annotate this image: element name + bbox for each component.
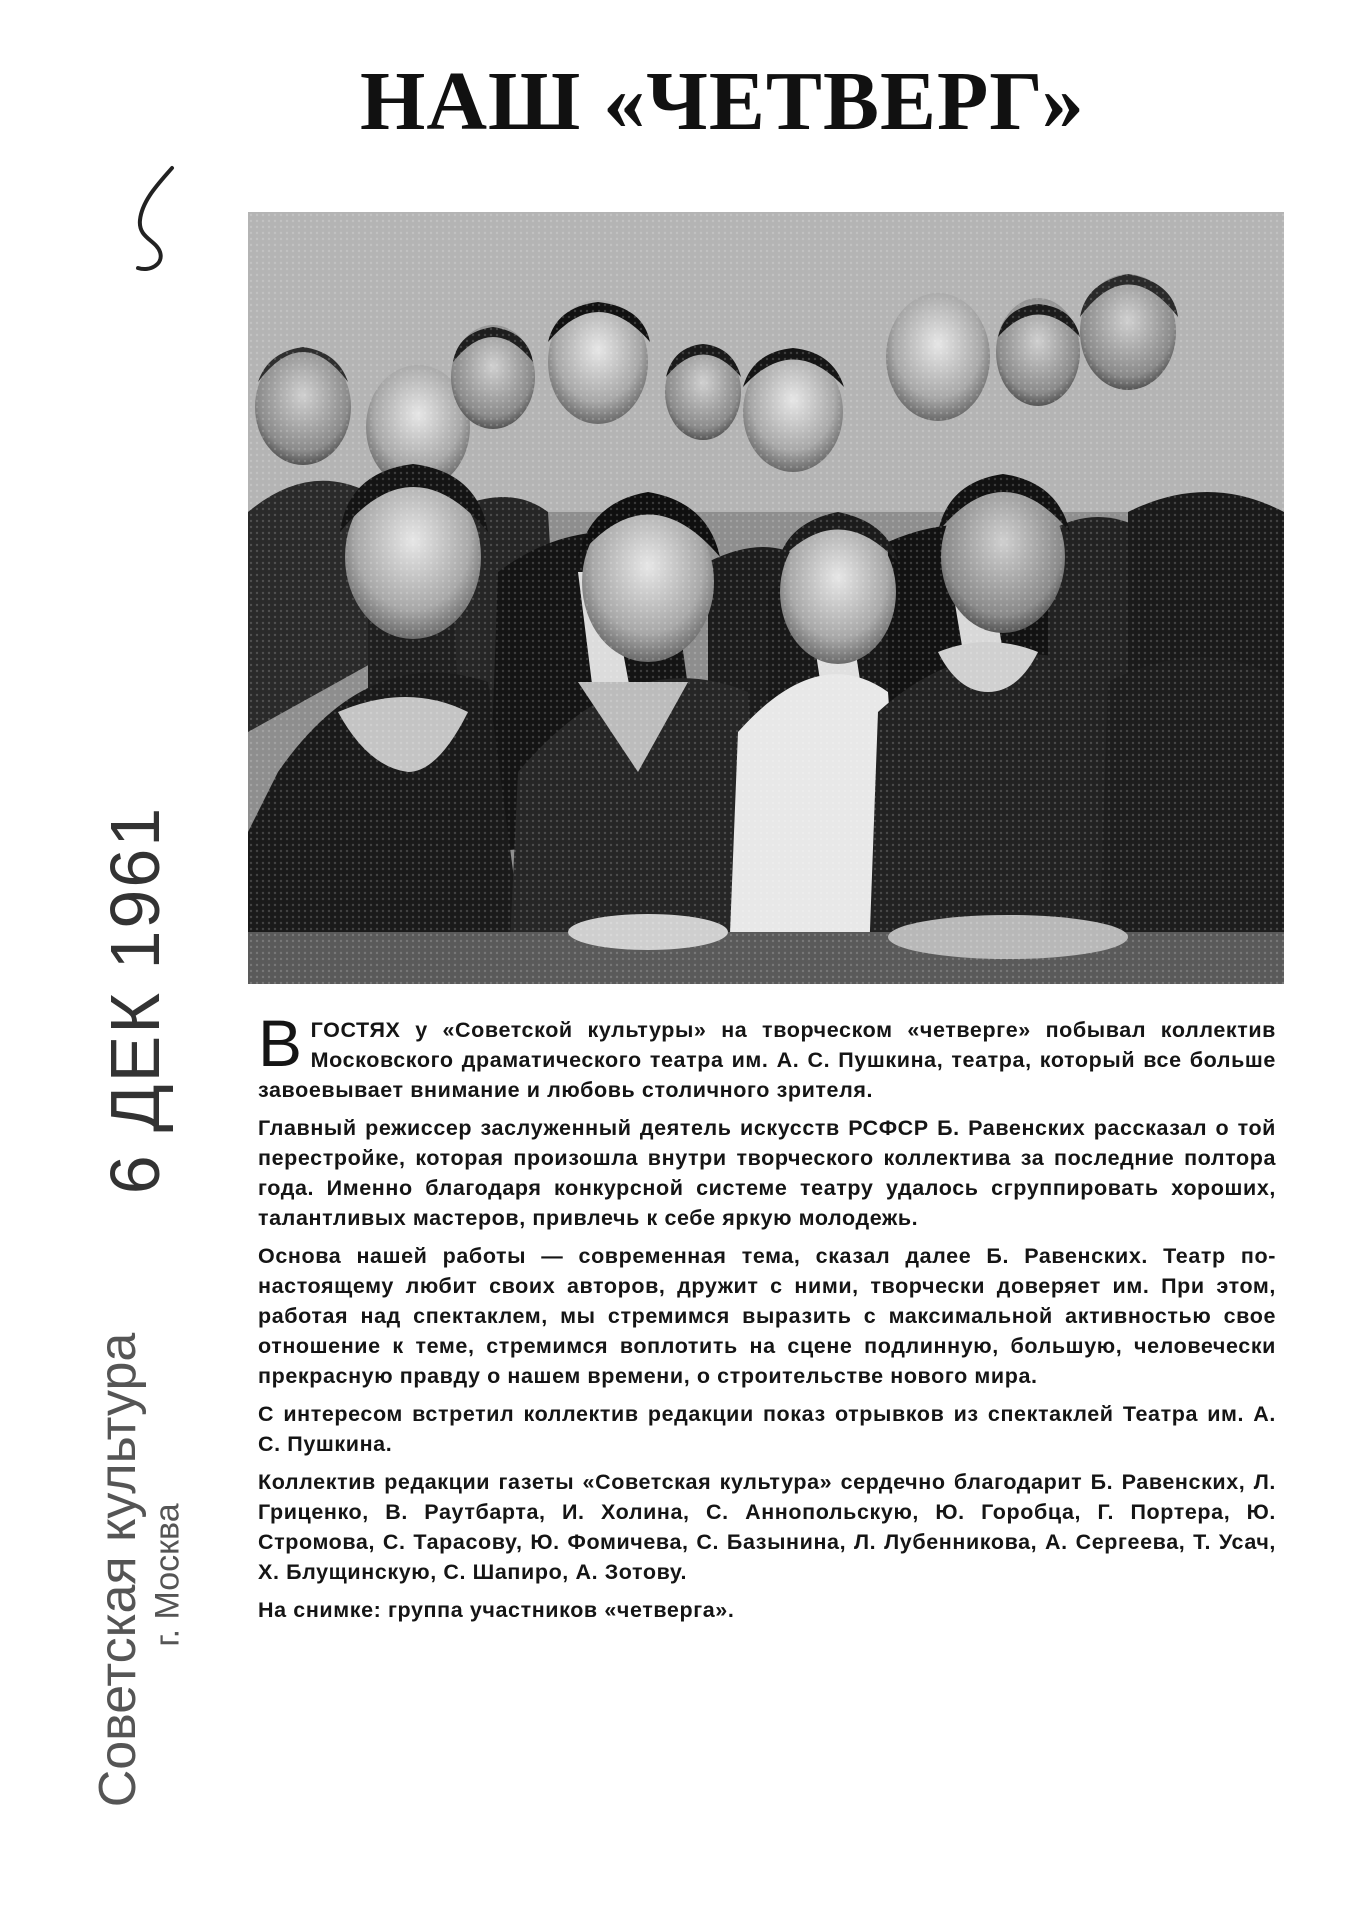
drop-cap: В <box>258 1006 303 1080</box>
paragraph-show: С интересом встретил коллектив редакции показ отрывков из спектаклей Театра им. А. С. Пушкина. <box>258 1402 1276 1456</box>
group-photo <box>248 212 1284 984</box>
lead-text: ГОСТЯХ у «Советской культуры» на творческом «четверге» побывал коллектив Московского драматического театра им. А. С. Пушкина, театра, который все больше завоевывает внимание и любовь столичного зрителя. <box>258 1018 1276 1102</box>
article-body <box>258 1006 1276 1633</box>
photo-caption: На снимке: группа участников «четверга». <box>258 1598 735 1622</box>
stamp-date: 6 ДЕК 1961 <box>96 805 174 1195</box>
paragraph-director: Главный режиссер заслуженный деятель искусств РСФСР Б. Равенских рассказал о той перестройке, которая произошла внутри творческого коллектива за последние полтора года. Именно благодаря конкурсной системе театру удалось сгруппировать хороших, талантливых мастеров, привлечь к себе яркую молодежь. <box>258 1116 1276 1230</box>
group-photo-image <box>248 212 1284 984</box>
paragraph-thanks: Коллектив редакции газеты «Советская культура» сердечно благодарит Б. Равенских, Л. Гриценко, В. Раутбарта, И. Холина, С. Аннопольскую, Ю. Горобца, Г. Портера, Ю. Стромова, С. Тарасову, Ю. Фомичева, С. Базынина, Л. Лубенникова, А. Сергеева, Т. Усач, Х. Блущинскую, С. Шапиро, А. Зотову. <box>258 1470 1276 1584</box>
stamp-city: г. Москва <box>148 1503 187 1647</box>
stamp-newspaper-name: Советская культура <box>89 1332 147 1808</box>
handwritten-mark-icon <box>120 160 190 280</box>
headline: НАШ «ЧЕТВЕРГ» <box>360 55 1085 148</box>
article-lead <box>258 1006 1276 1105</box>
paragraph-theme: Основа нашей работы — современная тема, сказал далее Б. Равенских. Театр по-настоящему любит своих авторов, дружит с ними, творчески доверяет им. При этом, работая над спектаклем, мы стремимся выразить с максимальной активностью свое отношение к теме, стремимся воплотить на сцене подлинную, большую, человечески прекрасную правду о нашем времени, о строительстве нового мира. <box>258 1244 1276 1388</box>
